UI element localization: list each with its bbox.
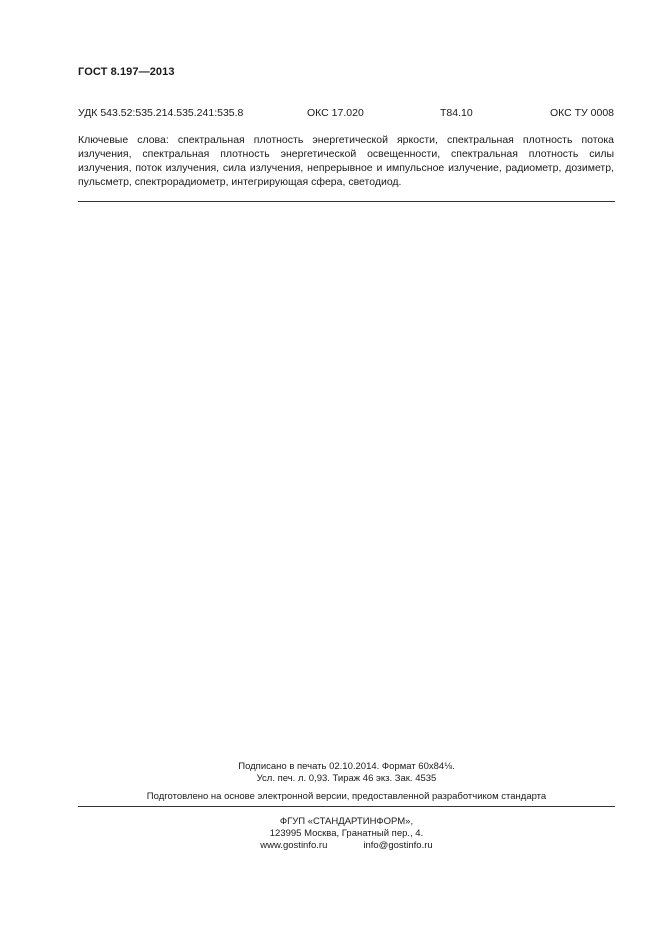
publisher-email-link[interactable]: info@gostinfo.ru (363, 840, 433, 851)
imprint-prepared-line: Подготовлено на основе электронной версии, предоставленной разработчиком стандарта (146, 791, 547, 802)
oks-tu-code: ОКС ТУ 0008 (549, 107, 614, 119)
publisher-address: 123995 Москва, Гранатный пер., 4. (269, 828, 424, 839)
publisher-name: ФГУП «СТАНДАРТИНФОРМ», (279, 816, 414, 827)
publisher-website-link[interactable]: www.gostinfo.ru (260, 840, 328, 851)
top-divider (78, 201, 615, 202)
oks-code: ОКС 17.020 (307, 107, 364, 119)
keywords-paragraph: Ключевые слова: спектральная плотность энергетической яркости, спектральная плотность потока излучения, спектральная плотность энергетической освещенности, спектральная плотность силы излучения, поток излучения, сила излучения, непрерывное и импульсное излучение, радиометр, дозиметр, пульсметр, спектрорадиометр, интегрирующая сфера, светодиод. (78, 134, 614, 188)
standard-number: ГОСТ 8.197—2013 (78, 66, 175, 78)
imprint-signed-line: Подписано в печать 02.10.2014. Формат 60х84⅛. (238, 761, 455, 772)
t-code: Т84.10 (440, 107, 473, 119)
imprint-divider (78, 806, 615, 807)
imprint-sheets-line: Усл. печ. л. 0,93. Тираж 46 экз. Зак. 4535 (256, 773, 437, 784)
udk-code: УДК 543.52:535.214.535.241:535.8 (78, 107, 244, 119)
publisher-contacts (78, 840, 615, 852)
